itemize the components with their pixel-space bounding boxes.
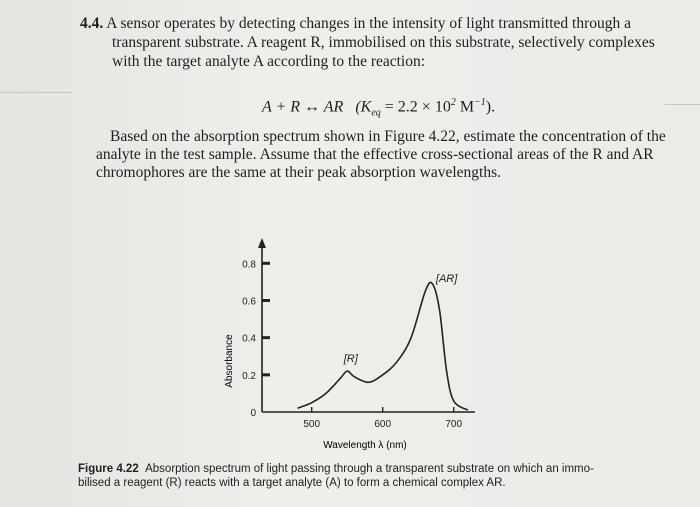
y-tick-label-1: 0.2 [242,370,256,382]
x-tick-label-2: 700 [445,419,463,430]
y-axis-label: Absorbance [224,334,235,388]
y-tick-label-4: 0.8 [242,259,256,271]
peak-label-0: [R] [343,352,358,365]
absorbance-curve [298,282,468,410]
y-tick-3 [262,299,270,302]
x-axis-label: Wavelength λ (nm) [323,440,407,451]
y-tick-1 [262,373,270,376]
keq-open: (K [355,98,372,116]
absorption-chart-svg [210,236,490,456]
question-line-2: analyte in the test sample. Assume that the effective cross-sectional areas of the R and AR [96,146,654,163]
reaction-equation [262,97,495,119]
caption-figure-number: Figure 4.22 [78,463,139,475]
x-tick-label-0: 500 [303,419,321,430]
x-tick-label-1: 600 [374,419,392,430]
keq-close: ). [485,98,496,116]
y-axis-arrow [258,238,266,248]
keq-value: = 2.2 × 10 [380,98,451,116]
y-tick-label-2: 0.4 [242,333,256,345]
y-tick-label-3: 0.6 [242,296,256,308]
keq-unit: M [455,98,475,116]
absorption-chart [210,236,490,456]
y-tick-4 [262,262,270,265]
caption-line-1: Absorption spectrum of light passing through a transparent substrate on which an immo- [145,463,594,475]
problem-line-2: transparent substrate. A reagent R, immobilised on this substrate, selectively complexes [112,34,655,51]
problem-statement [80,14,665,71]
keq-sub: eq [371,107,381,119]
y-tick-2 [262,336,270,339]
keq-unit-exp: −1 [474,97,486,108]
question-paragraph [96,128,666,182]
problem-line-1: A sensor operates by detecting changes in the intensity of light transmitted through a [106,15,632,32]
reaction-text: A + R ↔ AR [262,98,344,116]
problem-number: 4.4. [80,15,104,32]
figure-caption [78,462,638,490]
problem-line-3: with the target analyte A according to the reaction: [112,53,426,70]
question-line-3: chromophores are the same at their peak absorption wavelengths. [96,164,502,181]
y-tick-label-0: 0 [250,408,256,419]
peak-label-1: [AR] [435,272,458,285]
keq-exp: 2 [450,97,456,108]
page-rule-right [665,104,700,105]
question-line-1: Based on the absorption spectrum shown in Figure 4.22, estimate the concentration of the [110,128,666,145]
caption-line-2: bilised a reagent (R) reacts with a target analyte (A) to form a chemical complex AR. [78,477,506,489]
page-rule-left [0,92,72,93]
